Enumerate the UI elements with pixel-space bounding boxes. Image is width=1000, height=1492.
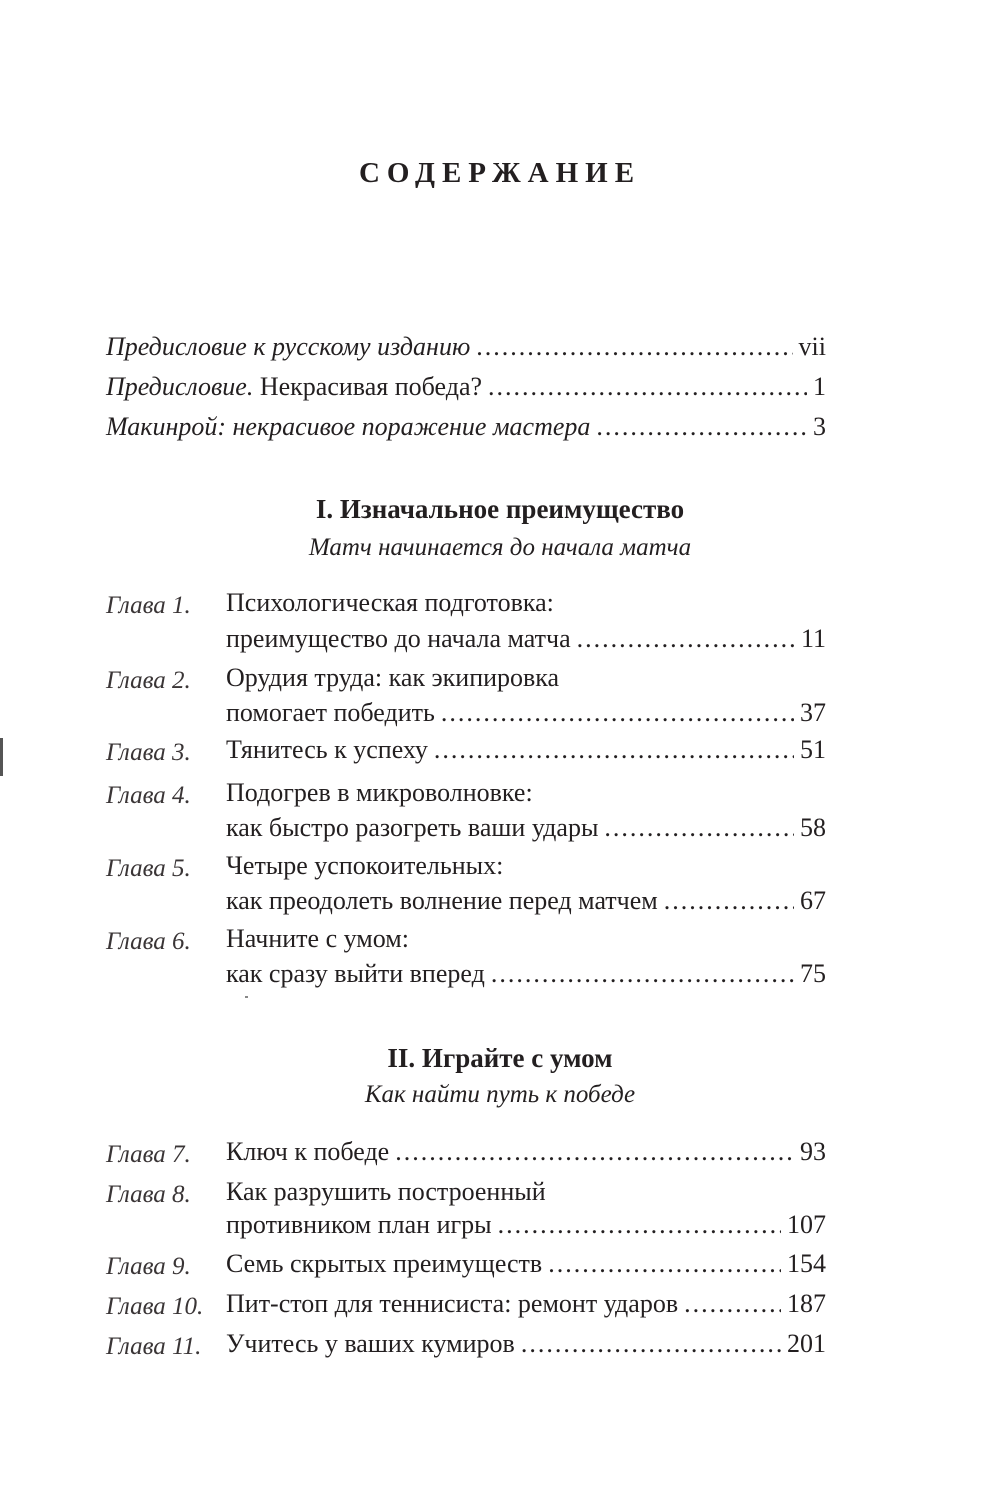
dot-leader bbox=[577, 624, 795, 654]
chapter-label: Глава 6. bbox=[106, 928, 191, 955]
chapter-title: как сразу выйти вперед bbox=[226, 959, 485, 988]
page-number: 93 bbox=[800, 1137, 826, 1166]
chapter-2-line1 bbox=[226, 663, 826, 699]
page-number: 75 bbox=[800, 959, 826, 988]
dot-leader bbox=[395, 1137, 794, 1167]
toc-entry-chapter-11[interactable] bbox=[226, 1329, 826, 1365]
page-number: 67 bbox=[800, 886, 826, 915]
chapter-label: Глава 2. bbox=[106, 667, 191, 694]
chapter-label: Глава 1. bbox=[106, 592, 191, 619]
toc-entry-front-2[interactable] bbox=[106, 372, 826, 408]
scan-speck bbox=[245, 996, 248, 998]
toc-entry-chapter-10[interactable] bbox=[226, 1289, 826, 1325]
toc-entry-front-1[interactable] bbox=[106, 332, 826, 368]
dot-leader bbox=[476, 332, 792, 362]
chapter-title: Учитесь у ваших кумиров bbox=[226, 1329, 515, 1358]
page-number: 1 bbox=[813, 372, 826, 401]
dot-leader bbox=[548, 1249, 781, 1279]
toc-entry-chapter-7[interactable] bbox=[226, 1137, 826, 1173]
chapter-8-line1 bbox=[226, 1177, 826, 1213]
chapter-title: Психологическая подготовка: bbox=[226, 588, 554, 617]
toc-entry-chapter-8[interactable] bbox=[226, 1210, 826, 1246]
dot-leader bbox=[521, 1329, 781, 1359]
chapter-title: Подогрев в микроволновке: bbox=[226, 778, 533, 807]
entry-title: Предисловие к русскому изданию bbox=[106, 332, 471, 361]
chapter-label: Глава 3. bbox=[106, 739, 191, 766]
toc-entry-front-3[interactable] bbox=[106, 412, 826, 448]
chapter-label: Глава 5. bbox=[106, 855, 191, 882]
toc-entry-chapter-5[interactable] bbox=[226, 886, 826, 922]
chapter-title: Ключ к победе bbox=[226, 1137, 390, 1166]
chapter-5-line1 bbox=[226, 851, 826, 887]
chapter-title: Четыре успокоительных: bbox=[226, 851, 504, 880]
dot-leader bbox=[491, 959, 794, 989]
chapter-label: Глава 4. bbox=[106, 782, 191, 809]
chapter-title: как быстро разогреть ваши удары bbox=[226, 813, 599, 842]
chapter-1-line1 bbox=[226, 588, 826, 624]
chapter-label: Глава 7. bbox=[106, 1141, 191, 1168]
page-number: 154 bbox=[787, 1249, 826, 1278]
chapter-6-line1 bbox=[226, 924, 826, 960]
page-number: 107 bbox=[787, 1210, 826, 1239]
chapter-label: Глава 10. bbox=[106, 1293, 204, 1320]
scan-edge-mark bbox=[0, 738, 3, 776]
chapter-label: Глава 8. bbox=[106, 1181, 191, 1208]
dot-leader bbox=[664, 886, 794, 916]
dot-leader bbox=[488, 372, 807, 402]
chapter-title: Начните с умом: bbox=[226, 924, 409, 953]
dot-leader bbox=[684, 1289, 781, 1319]
chapter-title: Как разрушить построенный bbox=[226, 1177, 546, 1206]
part-1-subtitle: Матч начинается до начала матча bbox=[308, 534, 692, 561]
page-title: СОДЕРЖАНИЕ bbox=[358, 157, 642, 189]
toc-entry-chapter-6[interactable] bbox=[226, 959, 826, 995]
dot-leader bbox=[596, 412, 807, 442]
chapter-4-line1 bbox=[226, 778, 826, 814]
toc-entry-chapter-3[interactable] bbox=[226, 735, 826, 771]
chapter-label: Глава 11. bbox=[106, 1333, 202, 1360]
dot-leader bbox=[441, 698, 794, 728]
page-number: 51 bbox=[800, 735, 826, 764]
part-2-subtitle: Как найти путь к победе bbox=[364, 1081, 636, 1108]
dot-leader bbox=[604, 813, 794, 843]
chapter-title: Тянитесь к успеху bbox=[226, 735, 428, 764]
toc-entry-chapter-2[interactable] bbox=[226, 698, 826, 734]
chapter-label: Глава 9. bbox=[106, 1253, 191, 1280]
entry-title: Некрасивая победа? bbox=[253, 372, 483, 401]
chapter-title: Орудия труда: как экипировка bbox=[226, 663, 560, 692]
page-number: 3 bbox=[813, 412, 826, 441]
page-number: vii bbox=[798, 332, 826, 361]
toc-entry-chapter-1[interactable] bbox=[226, 624, 826, 660]
chapter-title: помогает победить bbox=[226, 698, 435, 727]
dot-leader bbox=[434, 735, 794, 765]
chapter-title: противником план игры bbox=[226, 1210, 492, 1239]
chapter-title: преимущество до начала матча bbox=[226, 624, 571, 653]
toc-entry-chapter-9[interactable] bbox=[226, 1249, 826, 1285]
page-number: 58 bbox=[800, 813, 826, 842]
part-1-heading: I. Изначальное преимущество bbox=[315, 494, 685, 524]
entry-title: Макинрой: некрасивое поражение мастера bbox=[106, 412, 591, 441]
chapter-title: как преодолеть волнение перед матчем bbox=[226, 886, 658, 915]
chapter-title: Семь скрытых преимуществ bbox=[226, 1249, 543, 1278]
entry-title-italic: Предисловие. bbox=[106, 372, 254, 401]
dot-leader bbox=[498, 1210, 781, 1240]
toc-entry-chapter-4[interactable] bbox=[226, 813, 826, 849]
page-number: 201 bbox=[787, 1329, 826, 1358]
part-2-heading: II. Играйте с умом bbox=[387, 1043, 613, 1073]
chapter-title: Пит-стоп для теннисиста: ремонт ударов bbox=[226, 1289, 679, 1318]
page-number: 37 bbox=[800, 698, 826, 727]
page-number: 187 bbox=[787, 1289, 826, 1318]
page-number: 11 bbox=[800, 624, 826, 653]
